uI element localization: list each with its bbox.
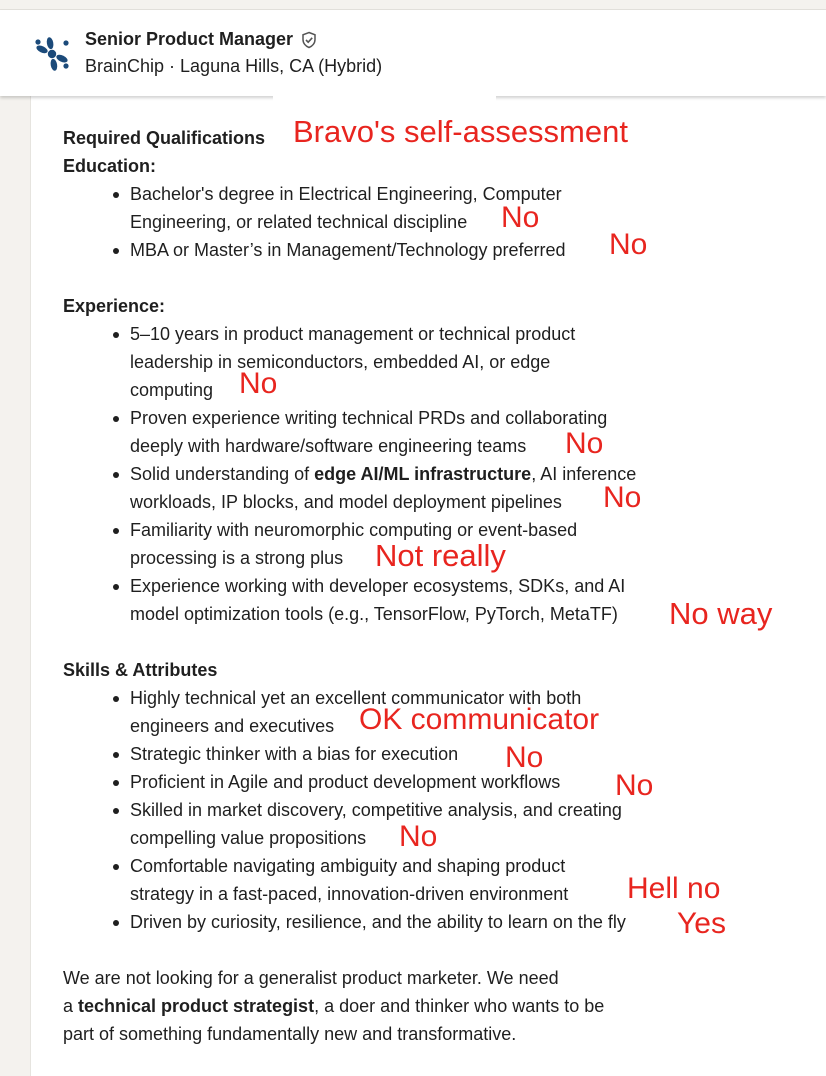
list-item: Familiarity with neuromorphic computing or event-based processing is a strong plus — [63, 516, 763, 572]
closing-paragraph: We are not looking for a generalist product marketer. We need a technical product strategist, a doer and thinker who wants to be part of something fundamentally new and transformative. — [63, 968, 605, 1044]
list-item: Solid understanding of edge AI/ML infrastructure, AI inference workloads, IP blocks, and model deployment pipelines — [63, 460, 763, 516]
list-item: Strategic thinker with a bias for execution — [63, 740, 763, 768]
annotation-skill-4: No — [399, 820, 438, 853]
job-title-text: Senior Product Manager — [85, 29, 294, 49]
annotation-skill-5: Hell no — [627, 872, 721, 905]
annotation-exp-5: No way — [669, 596, 773, 631]
tab-notch — [273, 96, 496, 102]
brainchip-logo-icon — [32, 34, 72, 74]
annotation-exp-4: Not really — [375, 538, 506, 573]
experience-list — [63, 320, 763, 628]
list-item: Bachelor's degree in Electrical Engineering, Computer Engineering, or related technical discipline — [63, 180, 763, 236]
annotation-title: Bravo's self-assessment — [293, 114, 628, 149]
job-title[interactable] — [85, 29, 318, 50]
annotation-exp-3: No — [603, 481, 642, 514]
education-heading: Education: — [63, 156, 156, 176]
list-item: Skilled in market discovery, competitive analysis, and creating compelling value propositions — [63, 796, 763, 852]
list-item: Comfortable navigating ambiguity and shaping product strategy in a fast-paced, innovation-driven environment — [63, 852, 763, 908]
list-item: Proven experience writing technical PRDs and collaborating deeply with hardware/software engineering teams — [63, 404, 763, 460]
verified-shield-icon — [300, 31, 318, 49]
company-location[interactable]: BrainChip · Laguna Hills, CA (Hybrid) — [85, 56, 383, 76]
annotation-skill-6: Yes — [677, 907, 726, 940]
annotation-exp-1: No — [239, 367, 278, 400]
experience-heading: Experience: — [63, 296, 166, 316]
annotation-skill-3: No — [615, 769, 654, 802]
list-item: 5–10 years in product management or technical product leadership in semiconductors, embedded AI, or edge computing — [63, 320, 763, 404]
skills-heading: Skills & Attributes — [63, 660, 218, 680]
job-header — [0, 10, 826, 96]
list-item: Highly technical yet an excellent communicator with both engineers and executives — [63, 684, 763, 740]
annotation-edu-1: No — [501, 201, 540, 234]
annotation-skill-1: OK communicator — [359, 703, 600, 736]
list-item: MBA or Master’s in Management/Technology preferred — [63, 236, 763, 264]
required-qualifications-heading: Required Qualifications — [63, 128, 266, 148]
annotation-edu-2: No — [609, 228, 648, 261]
list-item: Proficient in Agile and product development workflows — [63, 768, 763, 796]
top-strip — [0, 0, 826, 10]
list-item: Driven by curiosity, resilience, and the ability to learn on the fly — [63, 908, 763, 936]
annotation-skill-2: No — [505, 741, 544, 774]
annotation-exp-2: No — [565, 427, 604, 460]
job-description — [63, 124, 763, 1048]
education-list — [63, 180, 763, 264]
list-item: Experience working with developer ecosystems, SDKs, and AI model optimization tools (e.g., TensorFlow, PyTorch, MetaTF) — [63, 572, 763, 628]
